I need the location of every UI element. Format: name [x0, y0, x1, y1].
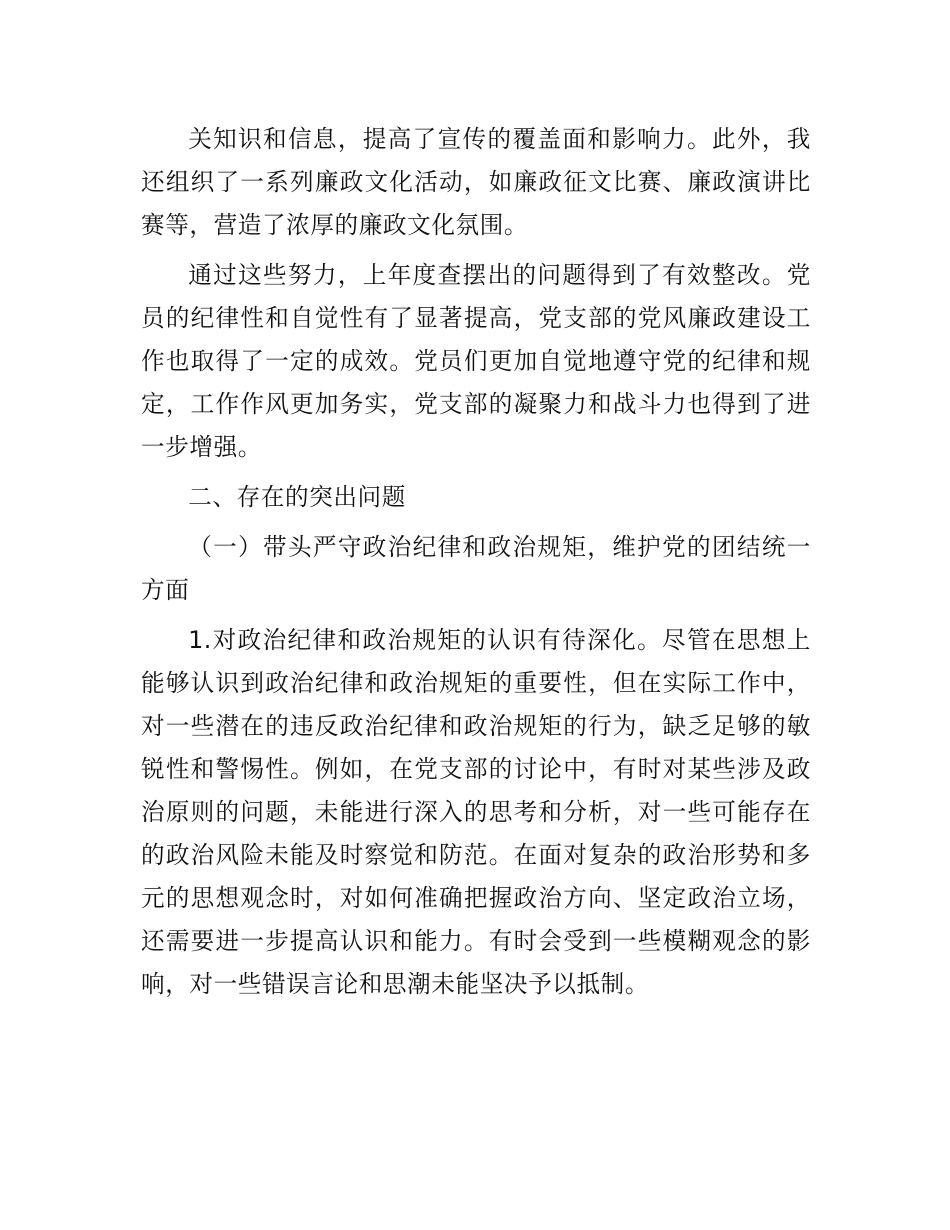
- paragraph-continued-publicity: 关知识和信息，提高了宣传的覆盖面和影响力。此外，我还组织了一系列廉政文化活动，如廉政征文比赛、廉政演讲比赛等，营造了浓厚的廉政文化氛围。: [141, 125, 811, 239]
- paragraph-item-1-understanding: 1.对政治纪律和政治规矩的认识有待深化。尽管在思想上能够认识到政治纪律和政治规矩的重要性，但在实际工作中，对一些潜在的违反政治纪律和政治规矩的行为，缺乏足够的敏锐性和警惕性。例如，在党支部的讨论中，有时对某些涉及政治原则的问题，未能进行深入的思考和分析，对一些可能存在的政治风险未能及时察觉和防范。在面对复杂的政治形势和多元的思想观念时，对如何准确把握政治方向、坚定政治立场，还需要进一步提高认识和能力。有时会受到一些模糊观念的影响，对一些错误言论和思潮未能坚决予以抵制。: [141, 626, 811, 998]
- paragraph-rectification-results: 通过这些努力，上年度查摆出的问题得到了有效整改。党员的纪律性和自觉性有了显著提高，党支部的党风廉政建设工作也取得了一定的成效。党员们更加自觉地遵守党的纪律和规定，工作作风更加务实，党支部的凝聚力和战斗力也得到了进一步增强。: [141, 261, 811, 461]
- section-heading-problems: 二、存在的突出问题: [188, 483, 406, 511]
- subsection-heading-political-discipline: （一）带头严守政治纪律和政治规矩，维护党的团结统一方面: [141, 533, 811, 604]
- document-body: [141, 118, 811, 1013]
